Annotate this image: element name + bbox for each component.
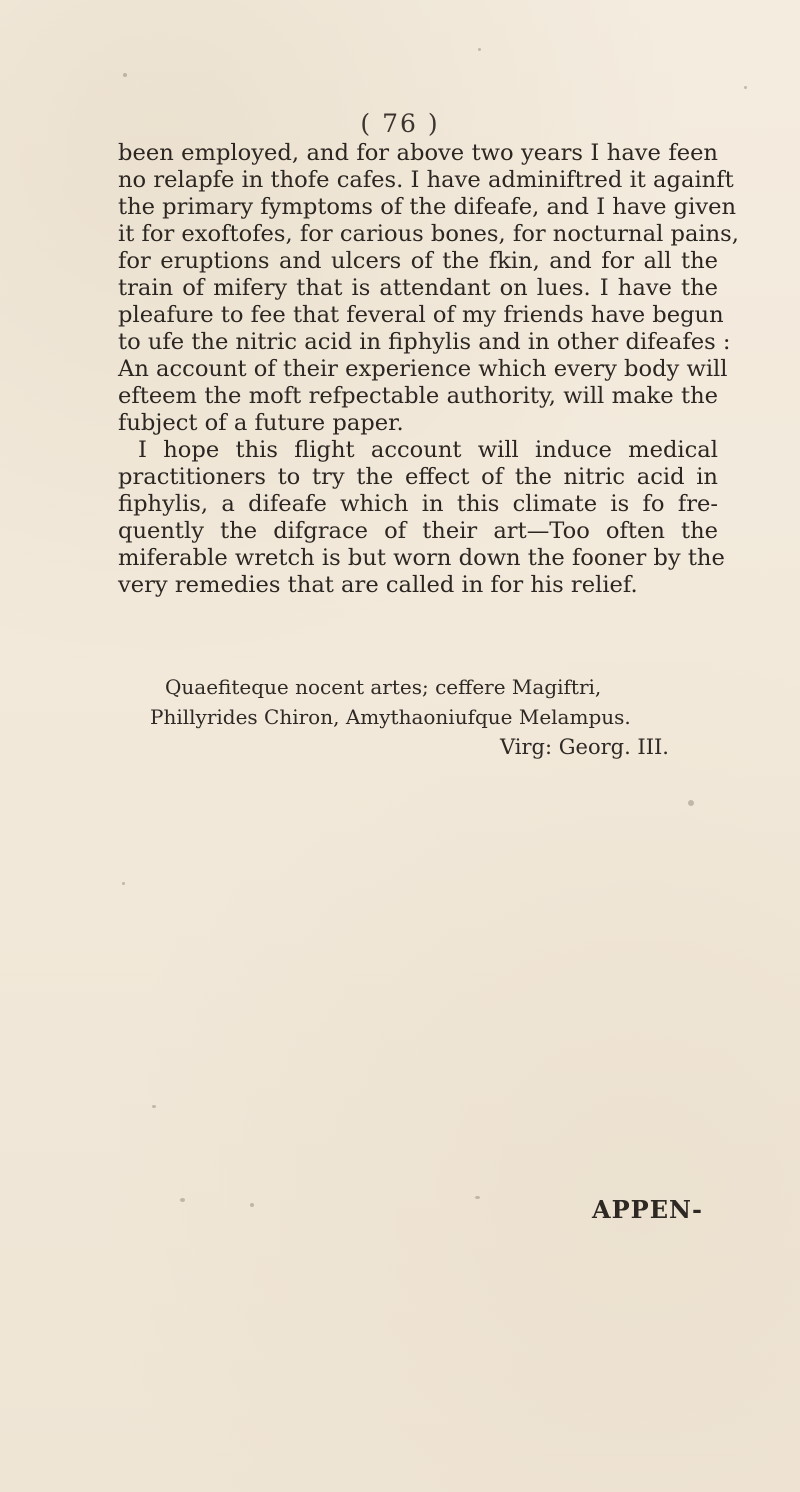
page-number: ( 76 ) <box>360 109 440 138</box>
text-line: very remedies that are called in for his relief. <box>118 572 638 598</box>
paper-speck <box>475 1196 480 1199</box>
paper-speck <box>744 86 747 89</box>
text-line: no relapfe in thofe cafes. I have adminiftred it againft <box>118 167 734 193</box>
text-line: the primary fymptoms of the difeafe, and I have given <box>118 194 737 220</box>
paper-speck <box>123 73 127 77</box>
text-line: miferable wretch is but worn down the fooner by the <box>118 545 725 571</box>
quote-line: Quaefiteque nocent artes; ceffere Magiftri, <box>165 675 602 699</box>
text-line: quently the difgrace of their art—Too often the <box>118 518 718 544</box>
text-line: for eruptions and ulcers of the fkin, and for all the <box>118 248 718 274</box>
paper-speck <box>152 1105 156 1108</box>
text-line: train of mifery that is attendant on lues. I have the <box>118 275 718 301</box>
text-line: efteem the moft refpectable authority, will make the <box>118 383 718 409</box>
paper-speck <box>250 1203 254 1207</box>
paper-speck <box>122 882 125 885</box>
text-line: fubject of a future paper. <box>118 410 404 436</box>
text-line: practitioners to try the effect of the nitric acid in <box>118 464 718 490</box>
text-line: An account of their experience which every body will <box>118 356 728 382</box>
quote-line: Phillyrides Chiron, Amythaoniufque Melampus. <box>150 705 631 729</box>
catchword: APPEN- <box>592 1195 703 1224</box>
paper-speck <box>688 800 694 806</box>
text-line: fiphylis, a difeafe which in this climate is fo fre- <box>118 491 718 517</box>
paper-speck <box>180 1198 185 1202</box>
text-line: been employed, and for above two years I have feen <box>118 140 718 166</box>
text-line: pleafure to fee that feveral of my friends have begun <box>118 302 724 328</box>
text-line: it for exoftofes, for carious bones, for nocturnal pains, <box>118 221 739 247</box>
paper-speck <box>478 48 481 51</box>
text-line: I hope this flight account will induce medical <box>138 437 718 463</box>
quote-citation: Virg: Georg. III. <box>500 735 669 759</box>
text-line: to ufe the nitric acid in fiphylis and in other difeafes : <box>118 329 731 355</box>
